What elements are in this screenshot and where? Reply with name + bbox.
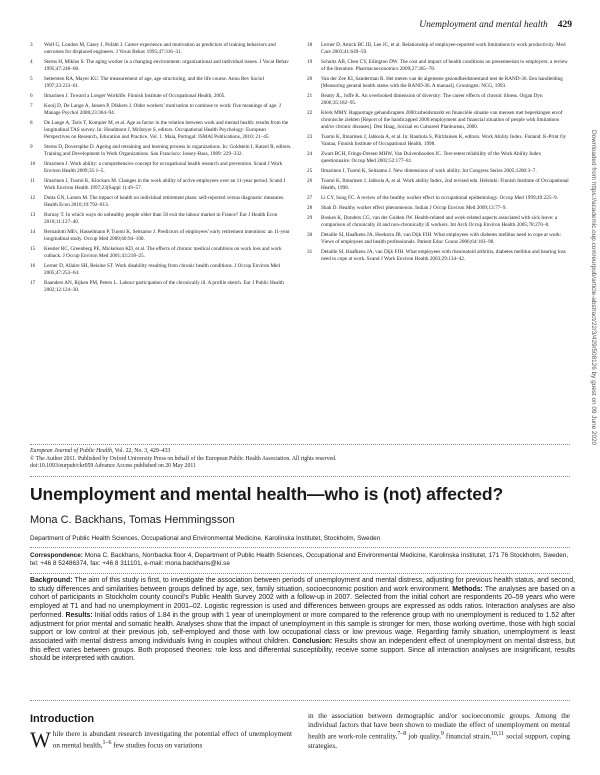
reference-text: Kessler RC, Greenberg PE, Mickelson KD, et al. The effects of chronic medical conditions on work loss and work cutback. J Occup Environ Med 2001;43:218–25. <box>44 246 282 260</box>
reference-item <box>30 263 293 277</box>
copyright-line: © The Author 2011. Published by Oxford University Press on behalf of the European Public Health Association. All rights reserved. <box>30 455 337 462</box>
article-title: Unemployment and mental health—who is (not) affected? <box>30 484 504 504</box>
reference-number: 16 <box>30 263 36 269</box>
reference-number: 5 <box>30 76 33 82</box>
reference-column-right <box>307 42 570 297</box>
citation: 1–6 <box>102 740 112 747</box>
reference-text: Klerk MMY. Rapportage gehandicapten 2000:arbeidsmarkt en financiële situatie van mensen met beperkingen en/of chronische ziekten [Report of the handicapped 2000:employment and financial situation of people with limitations and/or chronic diseases]. Den Haag, Sociaal en Cultureel Planbureau, 2000. <box>321 110 563 131</box>
reference-text: Sterns D, Doverspike D. Ageing and retraining and learning process in organizations. In: Goldstein I, Katzel R, editors. Training and Development in Work Organizations. San Francisco: Jossey-Bass, 1989: 229–332. <box>44 144 292 158</box>
reference-number: 8 <box>30 119 33 126</box>
reference-item <box>30 229 293 243</box>
reference-number: 4 <box>30 59 33 65</box>
reference-text: Ilmarinen J, Tuomi K, Seitsamo J. New dimensions of work ability. Int Congress Series 2005;1280:3–7. <box>321 168 537 175</box>
reference-item <box>30 280 293 294</box>
reference-text: Zwart BCH, Frings-Dresen MHW, Van Duivenbooden JC. Test-retest reliability of the Work Ability Index questionnaire. Occup Med 2002;52:177–81. <box>321 151 542 165</box>
running-head <box>419 20 572 30</box>
reference-number: 17 <box>30 280 36 286</box>
authors: Mona C. Backhans, Tomas Hemmingsson <box>30 514 235 526</box>
reference-text: Van der Zee KI, Sanderman R. Het meten van de algemene gezondheidstoestand met de RAND-36. Een handleiding [Measuring general health status with the RAND-36. A manual]. Groningen: NCG, 1993. <box>321 76 563 90</box>
correspondence-label: Correspondence: <box>30 552 83 559</box>
reference-number: 29 <box>307 214 313 221</box>
reference-number: 11 <box>30 178 35 184</box>
intro-text-right-4: social support, coping strategies, <box>308 732 570 750</box>
page-number: 429 <box>557 20 572 30</box>
reference-item <box>30 144 293 158</box>
reference-number: 12 <box>30 195 36 201</box>
reference-item <box>307 151 570 165</box>
reference-number: 15 <box>30 246 36 252</box>
reference-text: Lerner D, Allaire SH, Reisine ST. Work disability resulting from chronic health conditions. J Occup Environ Med 2005;47:253–64. <box>44 263 280 277</box>
reference-item <box>30 161 293 175</box>
abstract-background: The aim of this study is first, to investigate the association between periods of unemployment and mental distress, adjusting for previous health status, and second, to study differences and similarities between groups defined by age, sex, family situation, socioeconomic position and work environment. <box>30 577 575 593</box>
reference-item <box>307 249 570 263</box>
divider <box>30 700 570 701</box>
reference-item <box>307 110 570 132</box>
reference-item <box>30 59 293 73</box>
drop-cap: W <box>30 727 51 752</box>
reference-text: Kooij D, De Lange A, Jansen P, Dikkers J. Older workers’ motivation to continue to work: five meanings of age. J Manage Psychol 2008;23:364–94. <box>44 102 281 116</box>
reference-number: 27 <box>307 195 313 201</box>
reference-number: 14 <box>30 229 36 235</box>
section-heading-introduction: Introduction <box>30 713 95 725</box>
body-column-left <box>30 727 292 752</box>
reference-text: Li CY, Sung FC. A review of the healthy worker effect in occupational epidemiology. Occup Med 1999;49:225–9. <box>321 195 558 201</box>
reference-item <box>30 42 293 56</box>
reference-text: Ilmarinen J. Work ability: a comprehensive concept for occupational health research and prevention. Scand J Work Environ Health 2009;35:1–5. <box>44 161 283 175</box>
reference-number: 10 <box>30 161 36 167</box>
correspondence <box>30 552 575 569</box>
abstract-conclusion-label: Conclusion: <box>292 637 333 645</box>
intro-text-right: in the association between demographic and/or socioeconomic groups. Among the individual factors that have been shown to mediate the effect of unemployment on mental health are work-role centrality, <box>308 712 570 741</box>
reference-text: Tuomi K, Ilmarinen J, Jahkola A, et al. Work ability Index, 2nd revised edn. Helsinki: Finnish Institute of Occupational Health, 1998. <box>321 178 569 192</box>
reference-item <box>307 76 570 90</box>
reference-number: 6 <box>30 93 33 99</box>
reference-item <box>307 93 570 107</box>
reference-item <box>30 178 293 192</box>
reference-number: 7 <box>30 102 33 109</box>
reference-number: 3 <box>30 42 33 48</box>
reference-text: Beatty JL, Joffe K. An overlooked dimension of diversity: The career effects of chronic illness. Organ Dyn 2006;35:182–95. <box>321 93 543 107</box>
reference-number: 18 <box>307 42 313 48</box>
reference-column-left <box>30 42 293 297</box>
reference-number: 23 <box>307 134 313 141</box>
reference-text: De Lange A, Taris T, Kompier M, et al. Age as factor in the relation between work and mental health: results from the longitudinal TAS survey. In: Houdmont J, McIntyre S, editors. Occupational Health Psychology: European Perspectives on Research, Education and Practice, Vol. 1. Maia, Portugal: ISMAI Publications, 2010: 21–45. <box>44 119 289 141</box>
reference-number: 19 <box>307 59 313 65</box>
reference-text: Tuomi K, Ilmarinen J, Jahkola A, et al. In: Rautiola S, Piirtilainen K, editors. Work Ability Index. Finland: K-Print Oy Vantaa, Finnish Institute of Occupational Health, 1998. <box>321 134 567 148</box>
reference-item <box>307 168 570 175</box>
intro-text-left-2: few studies focus on variations <box>111 741 203 750</box>
reference-text: Detaille SI, Haafkens JA, van Dijk FJH. What employees with rheumatoid arthritis, diabetes mellitus and hearing loss need to cope at work. Scand J Work Environ Health 2003;29:134–42. <box>321 248 566 262</box>
intro-text-right-2: job quality, <box>406 732 441 741</box>
reference-text: Wolf G, London M, Casey J, Pufahl J. Career experience and motivation as predictors of training behaviors and outcomes for displaced engineers. J Vocat Behav 1995;47:316–31. <box>44 42 276 56</box>
download-side-note: Downloaded from https://academic.oup.com/eurpub/article-abstract/22/3/429/508126 by guest on 09 June 2020 <box>590 130 597 446</box>
abstract-results: Initial odds ratios of 1.84 in the group with 1 year of unemployment or more compared to the reference group with no unemployment is reduced to 1.52 after adjustment for prior mental and somatic health. Analyses show that the impact of unemployment in this sample is stronger for men, those working overtime, those with high social support or low control at their previous job, self-employed and those with low occupational class or low previous wage. Regarding family situation, unemployment is least associated with mental distress among individuals living in couples without children. <box>30 611 575 645</box>
divider <box>30 476 570 477</box>
reference-item <box>30 195 293 209</box>
reference-item <box>30 103 293 117</box>
intro-text-right-3: financial strain, <box>443 732 491 741</box>
reference-item <box>307 59 570 73</box>
correspondence-text: Mona C. Backhans, Norrbacka floor 4, Department of Public Health Sciences, Occupational and Environmental Medicine, Karolinska Institutet, 171 76 Stockholm, Sweden, tel: +46 8 52486374, fax: +46 8 311101, e-mail: mona.backhans@ki.se <box>30 552 569 568</box>
reference-item <box>307 178 570 192</box>
reference-text: Baanders AN, Rijken PM, Peters L. Labour participation of the chronically ill. A profile sketch. Eur J Public Health 2002;12:124–30. <box>44 280 284 294</box>
divider <box>30 444 570 445</box>
running-head-title: Unemployment and mental health <box>419 20 548 30</box>
reference-text: Bernadotti MEv, Hasselmann P, Tuomi K, Seitsamo J. Predictors of employees’ early retirement intentions: an 11-year longitudinal study. Occup Med 2009;60:94–100. <box>44 229 290 243</box>
reference-number: 26 <box>307 178 313 184</box>
reference-item <box>307 232 570 246</box>
reference-item <box>307 42 570 56</box>
reference-item <box>30 246 293 260</box>
reference-number: 21 <box>307 93 313 99</box>
reference-text: Burnay T. In which ways do unhealthy people older than 50 exit the labour market in France? Eur J Health Econ 2010;11:127–40. <box>44 212 278 226</box>
reference-number: 30 <box>307 231 313 238</box>
reference-number: 22 <box>307 110 313 116</box>
abstract-results-label: Results: <box>65 611 93 619</box>
reference-number: 20 <box>307 76 313 82</box>
reference-item <box>30 93 293 100</box>
reference-text: Detaille SI, Haafkens JA, Hoekstra JB, van Dijk FJH. What employees with diabetes mellitus need to cope at work: Views of employees and health professionals. Patient Educ Couns 2006;64:183–90. <box>321 231 562 245</box>
reference-number: 13 <box>30 212 36 218</box>
citation: 7–8 <box>397 731 407 738</box>
divider <box>30 547 570 548</box>
reference-number: 9 <box>30 144 33 150</box>
reference-text: Lerner D, Amick BC III, Lee JC, et al. Relationship of employee-reported work limitations to work productivity. Med Care 2003;41:649–59. <box>321 42 566 56</box>
body-column-right <box>308 712 570 751</box>
journal-name: European Journal of Public Health, <box>30 448 114 454</box>
reference-text: Boskes K, Donders CG, van der Gulden JW. Health-related and work-related aspects associated with sick leave: a comparison of chronically ill and non-chronically ill workers. Int Arch Occup Environ Health 2005;78:270–8. <box>321 214 558 228</box>
reference-text: Dutta GN, Larsen M. The impact of health on individual retirement plans: self-reported versus diagnostic measures. Health Econ 2010;19:792–813. <box>44 195 285 209</box>
reference-item <box>307 215 570 229</box>
abstract <box>30 577 575 664</box>
reference-number: 25 <box>307 168 313 175</box>
reference-item <box>307 205 570 212</box>
journal-metadata <box>30 448 570 471</box>
reference-number: 24 <box>307 151 313 158</box>
doi-line: doi:10.1093/eurpub/ckr059 Advance Access published on 20 May 2011 <box>30 463 196 470</box>
divider <box>30 573 570 574</box>
abstract-background-label: Background: <box>30 577 73 584</box>
reference-item <box>30 212 293 226</box>
abstract-conclusion: Results show an independent effect of unemployment on mental distress, but this effect varies between groups. Both proposed theories: role loss and differential susceptibility, receive some support. Since all interaction analyses are insignificant, results should be interpreted with caution. <box>30 637 576 663</box>
abstract-methods: The analyses are based on a cohort of participants in Stockholm county council’s Public Health Survey 2002 with a follow-up in 2007. Selected from the initial cohort are respondents 20–59 years who were employed at T1 and had no unemployment in 2001–02. Logistic regression is used and differences between groups are expressed as odds ratios. Interaction analyses are also performed. <box>30 585 575 619</box>
reference-text: Settersten RA, Mayer KU. The measurement of age, age structuring, and the life course. Annu Rev Sociol 1997;23:233–61. <box>44 76 264 90</box>
intro-text-left: hile there is abundant research investigating the potential effect of unemployment on mental health, <box>52 730 292 750</box>
reference-number: 28 <box>307 204 313 211</box>
affiliation: Department of Public Health Sciences, Occupational and Environmental Medicine, Karolinska Institutet, Stockholm, Sweden <box>30 535 381 542</box>
reference-text: Sterns H, Miklos S. The aging worker in a changing environment: organizational and individual issues. J Vocat Behav 1995;47:248–68. <box>44 59 289 73</box>
citation: 10,11 <box>490 731 505 738</box>
reference-item <box>307 195 570 202</box>
reference-text: Ilmarinen J, Tuomi K, Klockars M. Changes in the work ability of active employees over an 11-year period. Scand J Work Environ Health 1997;23(Suppl 1):49–57. <box>44 178 286 192</box>
reference-list <box>30 42 570 297</box>
abstract-methods-label: Methods: <box>452 585 483 593</box>
journal-volume: Vol. 22, No. 3, 429–433 <box>114 448 171 454</box>
reference-text: Ilmarinen J. Toward a Longer Worklife. Finnish Institute of Occupational Health, 2005. <box>44 93 226 99</box>
citation: 9 <box>440 731 444 738</box>
reference-item <box>307 134 570 148</box>
reference-item <box>30 76 293 90</box>
reference-text: Shah D. Healthy worker effect phenomenon. Indian J Occup Environ Med 2009;13:77–9. <box>321 204 507 211</box>
reference-number: 31 <box>307 248 313 255</box>
reference-item <box>30 120 293 142</box>
reference-text: Schultz AB, Chen CY, Edington DW. The cost and impact of health conditions on presenteeism to employers: a review of the literature. Pharmacoeconomics 2009;27:365–78. <box>321 59 568 73</box>
